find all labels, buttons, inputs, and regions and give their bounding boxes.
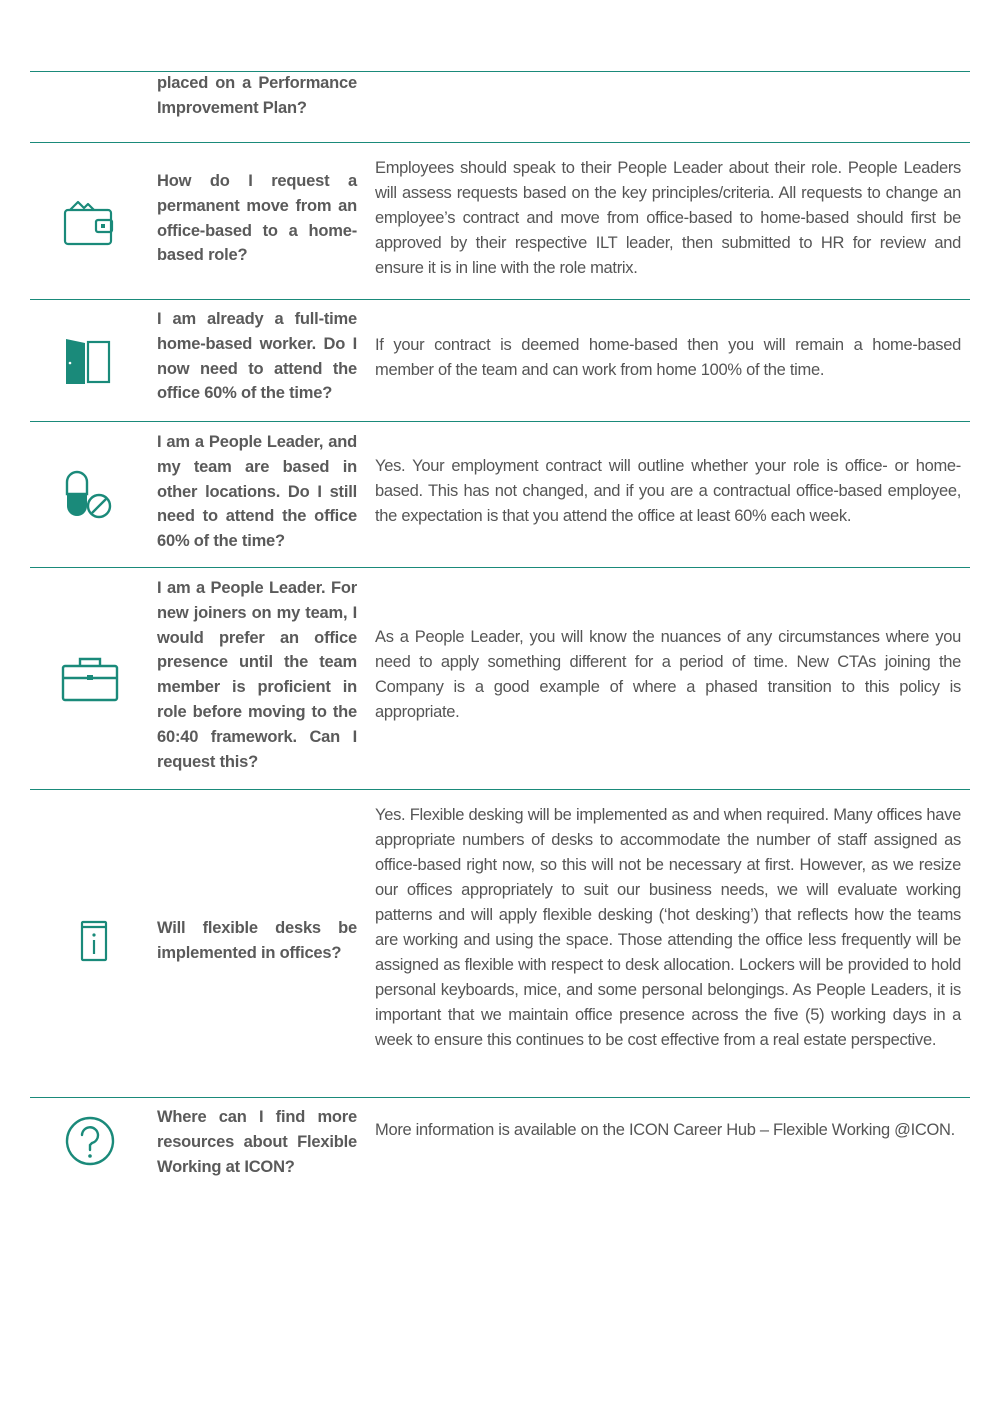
faq-row: [30, 1097, 970, 1197]
faq-question: I am a People Leader, and my team are based in other locations. Do I still need to attend the office 60% of the time?: [157, 433, 357, 551]
faq-answer: As a People Leader, you will know the nuances of any circumstances where you need to apply something different for a period of time. New CTAs joining the Company is a good example of where a phased transition to this policy is appropriate.: [375, 628, 961, 721]
faq-answer: Yes. Your employment contract will outline whether your role is office- or home-based. This has not changed, and if you are a contractual office-based employee, the expectation is that you attend the office at least 60% each week.: [375, 457, 961, 525]
faq-row: [30, 299, 970, 421]
faq-question: I am a People Leader. For new joiners on my team, I would prefer an office presence until the team member is proficient in role before moving to the 60:40 framework. Can I request this?: [157, 579, 357, 771]
faq-row: [30, 421, 970, 567]
faq-question: Where can I find more resources about Flexible Working at ICON?: [157, 1108, 357, 1176]
wallet-icon: [60, 192, 120, 252]
faq-row: [30, 567, 970, 789]
pill-icon: [60, 464, 120, 524]
door-icon: [60, 330, 120, 390]
briefcase-icon: [60, 650, 120, 710]
info-device-icon: [60, 912, 120, 972]
faq-question: How do I request a permanent move from an office-based to a home-based role?: [157, 172, 357, 265]
faq-question: placed on a Performance Improvement Plan?: [157, 74, 357, 117]
faq-row-continued: [30, 71, 970, 142]
faq-answer: Yes. Flexible desking will be implemented as and when required. Many offices have appropriate numbers of desks to accommodate the number of staff assigned as office-based right now, so this will not be necessary at first. However, as we resize our offices appropriately to suit our business needs, we will evaluate working patterns and will apply flexible desking (‘hot desking’) that reflects how the teams are working and using the space. Those attending the office less frequently will be assigned as flexible with respect to desk allocation. Lockers will be provided to hold personal keyboards, mice, and some personal belongings. As People Leaders, it is important that we maintain office presence across the five (5) working days in a week to ensure this continues to be cost effective from a real estate perspective.: [375, 806, 961, 1049]
faq-answer: Employees should speak to their People Leader about their role. People Leaders will assess requests based on the key principles/criteria. All requests to change an employee’s contract and move from office-based to home-based should first be approved by their respective ILT leader, then submitted to HR for review and ensure it is in line with the role matrix.: [375, 159, 961, 277]
faq-row: [30, 789, 970, 1097]
faq-question: Will flexible desks be implemented in offices?: [157, 919, 357, 962]
faq-answer: If your contract is deemed home-based then you will remain a home-based member of the team and can work from home 100% of the time.: [375, 336, 961, 379]
faq-row: [30, 142, 970, 299]
faq-question: I am already a full-time home-based worker. Do I now need to attend the office 60% of the time?: [157, 310, 357, 403]
question-circle-icon: [60, 1111, 120, 1171]
faq-answer: More information is available on the ICON Career Hub – Flexible Working @ICON.: [375, 1121, 955, 1139]
